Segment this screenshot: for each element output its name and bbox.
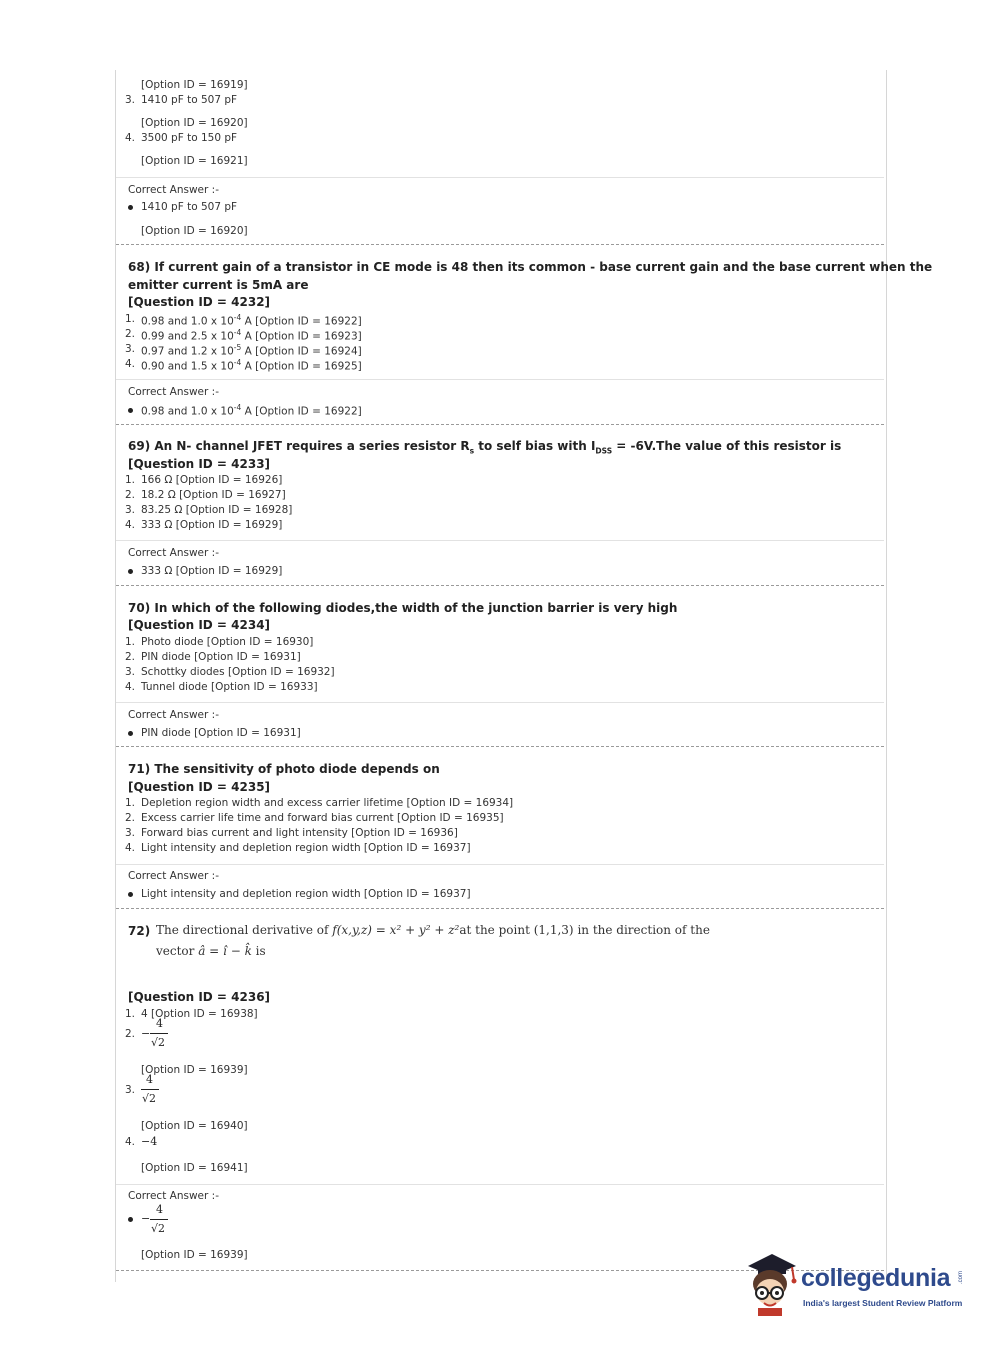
question-text: 69) An N- channel JFET requires a series resistor $R_s$ to self bias with $I_{DSS} = -6V.The$ value of this resistor is bbox=[128, 439, 842, 456]
fraction-bar bbox=[150, 1033, 168, 1034]
option-number: 4. bbox=[125, 519, 136, 531]
option-number: 1. bbox=[125, 474, 136, 486]
option-text: −4 bbox=[141, 1135, 158, 1148]
option-number: 3. bbox=[125, 94, 136, 106]
option-text: 3500 pF to 150 pF bbox=[141, 132, 238, 144]
fraction-bar bbox=[150, 1219, 168, 1220]
option-number: 4. bbox=[125, 842, 136, 854]
fraction-numerator: 4 bbox=[156, 1017, 163, 1030]
option-text: Tunnel diode [Option ID = 16933] bbox=[141, 681, 318, 693]
correct-answer-text: Light intensity and depletion region width [Option ID = 16937] bbox=[141, 888, 471, 900]
option-number: 4. bbox=[125, 681, 136, 693]
option-id: [Option ID = 16921] bbox=[141, 155, 248, 167]
bullet-icon bbox=[128, 1217, 133, 1222]
option-number: 2. bbox=[125, 651, 136, 663]
divider bbox=[116, 1184, 884, 1185]
option-text: 1410 pF to 507 pF bbox=[141, 94, 238, 106]
option-number: 3. bbox=[125, 1084, 136, 1096]
bullet-icon bbox=[128, 205, 133, 210]
divider bbox=[116, 864, 884, 865]
fraction-denominator: √2 bbox=[151, 1222, 166, 1235]
question-separator bbox=[116, 746, 884, 747]
correct-answer-label: Correct Answer :- bbox=[128, 1190, 219, 1202]
divider bbox=[116, 177, 884, 178]
question-text: 71) The sensitivity of photo diode depends on bbox=[128, 762, 440, 776]
question-number: 72) bbox=[128, 924, 151, 938]
question-text: emitter current is 5mA are bbox=[128, 278, 309, 292]
option-number: 2. bbox=[125, 1028, 136, 1040]
fraction-denominator: √2 bbox=[151, 1036, 166, 1049]
question-separator bbox=[116, 908, 884, 909]
correct-answer-label: Correct Answer :- bbox=[128, 547, 219, 559]
correct-answer-text: 1410 pF to 507 pF bbox=[141, 201, 238, 213]
option-id: [Option ID = 16941] bbox=[141, 1162, 248, 1174]
correct-answer-id: [Option ID = 16920] bbox=[141, 225, 248, 237]
question-separator bbox=[116, 424, 884, 425]
correct-answer-label: Correct Answer :- bbox=[128, 184, 219, 196]
logo-tagline: India's largest Student Review Platform bbox=[803, 1298, 963, 1308]
option-text: 0.97 and 1.2 x $10^{-5}$ A [Option ID = 16924] bbox=[141, 343, 362, 358]
option-number: 3. bbox=[125, 504, 136, 516]
fraction-numerator: 4 bbox=[156, 1203, 163, 1216]
option-text: Light intensity and depletion region width [Option ID = 16937] bbox=[141, 842, 471, 854]
correct-answer-text: 333 Ω [Option ID = 16929] bbox=[141, 565, 283, 577]
option-text: Depletion region width and excess carrier lifetime [Option ID = 16934] bbox=[141, 797, 514, 809]
option-text: 166 Ω [Option ID = 16926] bbox=[141, 474, 283, 486]
option-id: [Option ID = 16940] bbox=[141, 1120, 248, 1132]
option-number: 1. bbox=[125, 1008, 136, 1020]
option-number: 4. bbox=[125, 358, 136, 370]
option-text: 4 [Option ID = 16938] bbox=[141, 1008, 258, 1020]
divider bbox=[116, 702, 884, 703]
question-text: The directional derivative of f(x,y,z) = x² + y² + z²at the point (1,1,3) in the direction of the bbox=[156, 923, 710, 937]
question-id: [Question ID = 4235] bbox=[128, 780, 271, 794]
option-number: 3. bbox=[125, 666, 136, 678]
option-number: 4. bbox=[125, 132, 136, 144]
option-number: 2. bbox=[125, 328, 136, 340]
option-id: [Option ID = 16919] bbox=[141, 79, 248, 91]
correct-answer-id: [Option ID = 16939] bbox=[141, 1249, 248, 1261]
option-id: [Option ID = 16920] bbox=[141, 117, 248, 129]
option-id: [Option ID = 16939] bbox=[141, 1064, 248, 1076]
option-text: 18.2 Ω [Option ID = 16927] bbox=[141, 489, 286, 501]
bullet-icon bbox=[128, 892, 133, 897]
bullet-icon bbox=[128, 408, 133, 413]
question-id: [Question ID = 4233] bbox=[128, 457, 271, 471]
option-text: 83.25 Ω [Option ID = 16928] bbox=[141, 504, 293, 516]
option-text: PIN diode [Option ID = 16931] bbox=[141, 651, 301, 663]
correct-answer-label: Correct Answer :- bbox=[128, 386, 219, 398]
minus-sign: − bbox=[141, 1027, 151, 1040]
correct-answer-label: Correct Answer :- bbox=[128, 709, 219, 721]
bullet-icon bbox=[128, 731, 133, 736]
question-separator bbox=[116, 585, 884, 586]
option-number: 1. bbox=[125, 313, 136, 325]
fraction-denominator: √2 bbox=[142, 1092, 157, 1105]
question-id: [Question ID = 4236] bbox=[128, 990, 271, 1004]
option-text: 333 Ω [Option ID = 16929] bbox=[141, 519, 283, 531]
option-number: 2. bbox=[125, 489, 136, 501]
bullet-icon bbox=[128, 569, 133, 574]
option-text: Schottky diodes [Option ID = 16932] bbox=[141, 666, 335, 678]
option-number: 1. bbox=[125, 797, 136, 809]
option-text: Forward bias current and light intensity [Option ID = 16936] bbox=[141, 827, 458, 839]
correct-answer-text: 0.98 and 1.0 x $10^{-4}$ A [Option ID = 16922] bbox=[141, 403, 362, 418]
option-number: 3. bbox=[125, 343, 136, 355]
question-id: [Question ID = 4234] bbox=[128, 618, 271, 632]
correct-answer-text: PIN diode [Option ID = 16931] bbox=[141, 727, 301, 739]
question-id: [Question ID = 4232] bbox=[128, 295, 271, 309]
option-number: 2. bbox=[125, 812, 136, 824]
option-number: 1. bbox=[125, 636, 136, 648]
fraction-numerator: 4 bbox=[146, 1073, 153, 1086]
question-text: 68) If current gain of a transistor in CE mode is 48 then its common - base current gain and the base current when the bbox=[128, 260, 933, 274]
option-text: Photo diode [Option ID = 16930] bbox=[141, 636, 314, 648]
logo-wordmark: collegedunia bbox=[801, 1264, 951, 1292]
option-number: 4. bbox=[125, 1136, 136, 1148]
logo-dotcom: .com bbox=[958, 1271, 964, 1285]
option-number: 3. bbox=[125, 827, 136, 839]
divider bbox=[116, 379, 884, 380]
divider bbox=[116, 540, 884, 541]
mascot-logo-icon bbox=[740, 1248, 800, 1318]
fraction-bar bbox=[141, 1089, 159, 1090]
correct-answer-label: Correct Answer :- bbox=[128, 870, 219, 882]
option-text: 0.99 and 2.5 x $10^{-4}$ A [Option ID = 16923] bbox=[141, 328, 362, 343]
minus-sign: − bbox=[141, 1212, 151, 1225]
option-text: 0.90 and 1.5 x $10^{-4}$ A [Option ID = 16925] bbox=[141, 358, 362, 373]
question-text: vector â = î − k̂ is bbox=[156, 944, 266, 958]
question-text: 70) In which of the following diodes,the width of the junction barrier is very high bbox=[128, 601, 678, 615]
question-separator bbox=[116, 244, 884, 245]
option-text: 0.98 and 1.0 x $10^{-4}$ A [Option ID = 16922] bbox=[141, 313, 362, 328]
option-text: Excess carrier life time and forward bias current [Option ID = 16935] bbox=[141, 812, 504, 824]
